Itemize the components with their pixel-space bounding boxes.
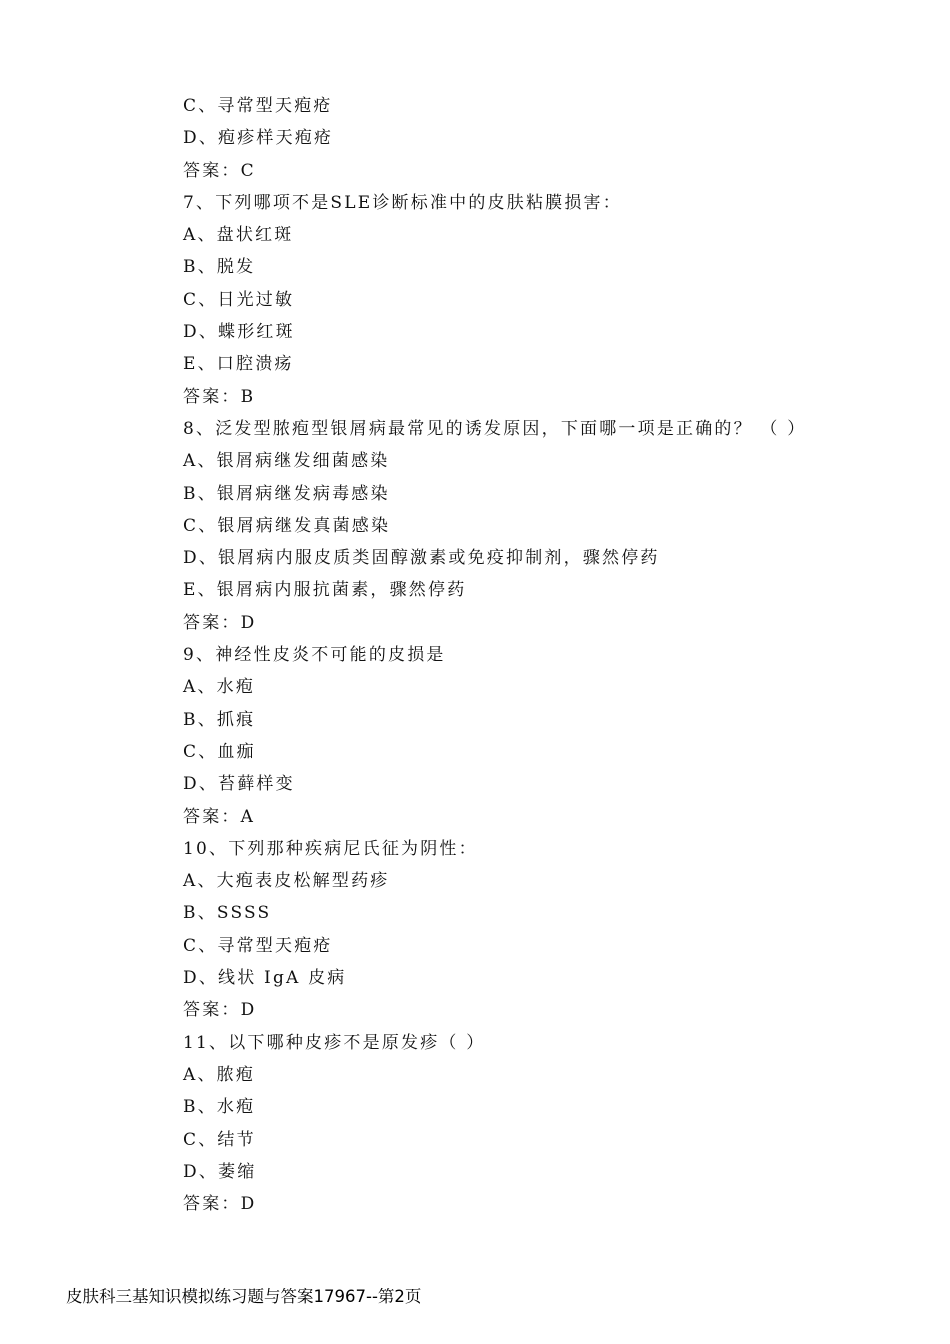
answer: 答案：D bbox=[183, 1000, 257, 1021]
option-d: D、疱疹样天疱疮 bbox=[183, 128, 334, 149]
option-b: B、脱发 bbox=[183, 257, 256, 278]
option-d: D、苔藓样变 bbox=[183, 774, 295, 795]
option-a: A、水疱 bbox=[183, 677, 256, 698]
option-a: A、银屑病继发细菌感染 bbox=[183, 451, 390, 472]
answer: 答案：A bbox=[183, 806, 256, 827]
option-c: C、寻常型天疱疮 bbox=[183, 935, 333, 956]
question-9: 9、神经性皮炎不可能的皮损是 bbox=[183, 645, 446, 666]
option-c: C、银屑病继发真菌感染 bbox=[183, 515, 391, 536]
option-d: D、蝶形红斑 bbox=[183, 322, 295, 343]
answer: 答案：B bbox=[183, 386, 256, 407]
option-c: C、日光过敏 bbox=[183, 289, 295, 310]
option-b: B、水疱 bbox=[183, 1097, 256, 1118]
option-a: A、盘状红斑 bbox=[183, 225, 294, 246]
answer: 答案：C bbox=[183, 160, 256, 181]
option-d: D、萎缩 bbox=[183, 1161, 257, 1182]
question-8: 8、泛发型脓疱型银屑病最常见的诱发原因，下面哪一项是正确的？ （ ） bbox=[183, 418, 807, 439]
question-11: 11、以下哪种皮疹不是原发疹（ ） bbox=[183, 1032, 486, 1053]
option-d: D、线状 IgA 皮病 bbox=[183, 968, 347, 989]
question-7: 7、下列哪项不是SLE诊断标准中的皮肤粘膜损害： bbox=[183, 192, 622, 213]
question-10: 10、下列那种疾病尼氏征为阴性： bbox=[183, 838, 478, 859]
option-a: A、大疱表皮松解型药疹 bbox=[183, 871, 390, 892]
option-e: E、口腔溃疡 bbox=[183, 354, 294, 375]
page-footer: 皮肤科三基知识模拟练习题与答案17967--第2页 bbox=[66, 1287, 422, 1306]
option-e: E、银屑病内服抗菌素，骤然停药 bbox=[183, 580, 467, 601]
option-b: B、银屑病继发病毒感染 bbox=[183, 483, 390, 504]
option-d: D、银屑病内服皮质类固醇激素或免疫抑制剂，骤然停药 bbox=[183, 548, 660, 569]
document-body bbox=[183, 90, 863, 1220]
answer: 答案：D bbox=[183, 612, 257, 633]
option-a: A、脓疱 bbox=[183, 1064, 256, 1085]
option-c: C、血痂 bbox=[183, 741, 256, 762]
answer: 答案：D bbox=[183, 1194, 257, 1215]
option-b: B、抓痕 bbox=[183, 709, 256, 730]
option-c: C、寻常型天疱疮 bbox=[183, 96, 333, 116]
option-c: C、结节 bbox=[183, 1129, 256, 1150]
option-b: B、SSSS bbox=[183, 903, 272, 924]
